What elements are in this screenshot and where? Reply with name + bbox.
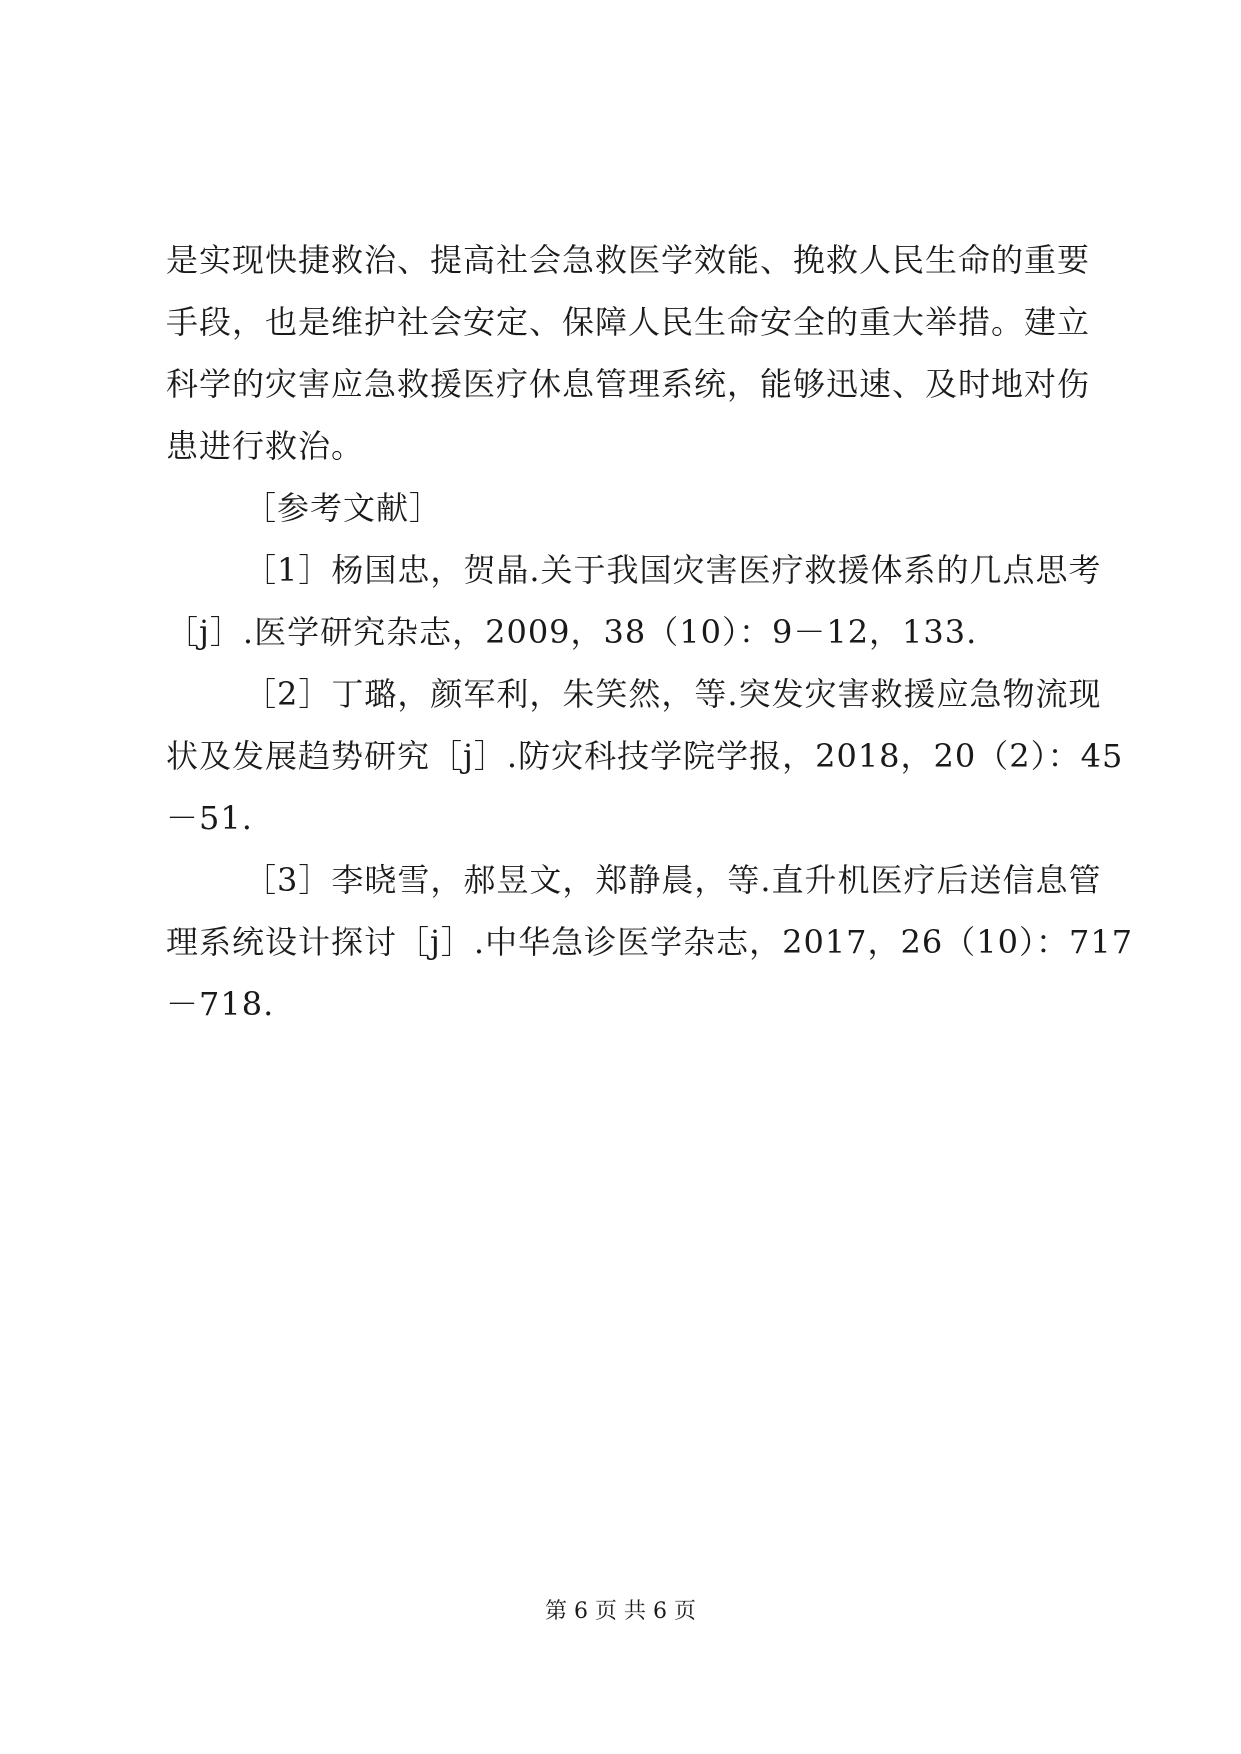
paragraph-line: 患进行救治。 <box>166 427 365 465</box>
reference-line: －718. <box>166 985 275 1023</box>
reference-line: ［1］杨国忠，贺晶.关于我国灾害医疗救援体系的几点思考 <box>244 551 1102 589</box>
reference-line: ［j］.医学研究杂志，2009，38（10）：9－12，133. <box>166 613 978 651</box>
paragraph-line: 科学的灾害应急救援医疗休息管理系统，能够迅速、及时地对伤 <box>166 365 1091 403</box>
paragraph-line: 手段，也是维护社会安定、保障人民生命安全的重大举措。建立 <box>166 303 1091 341</box>
reference-item-2 <box>166 663 1124 849</box>
reference-line: 理系统设计探讨［j］.中华急诊医学杂志，2017，26（10）：717 <box>166 923 1134 961</box>
reference-line: ［3］李晓雪，郝昱文，郑静晨，等.直升机医疗后送信息管 <box>244 861 1102 899</box>
page-footer: 第 6 页 共 6 页 <box>545 1599 696 1624</box>
paragraph-line: 是实现快捷救治、提高社会急救医学效能、挽救人民生命的重要 <box>166 241 1091 279</box>
reference-line: －51. <box>166 799 253 837</box>
references-heading: ［参考文献］ <box>244 489 443 527</box>
reference-item-3 <box>166 849 1134 1035</box>
reference-line: ［2］丁璐，颜军利，朱笑然，等.突发灾害救援应急物流现 <box>244 675 1102 713</box>
body-paragraph <box>166 229 1091 477</box>
reference-line: 状及发展趋势研究［j］.防灾科技学院学报，2018，20（2）：45 <box>166 737 1124 775</box>
reference-item-1 <box>166 539 1102 663</box>
